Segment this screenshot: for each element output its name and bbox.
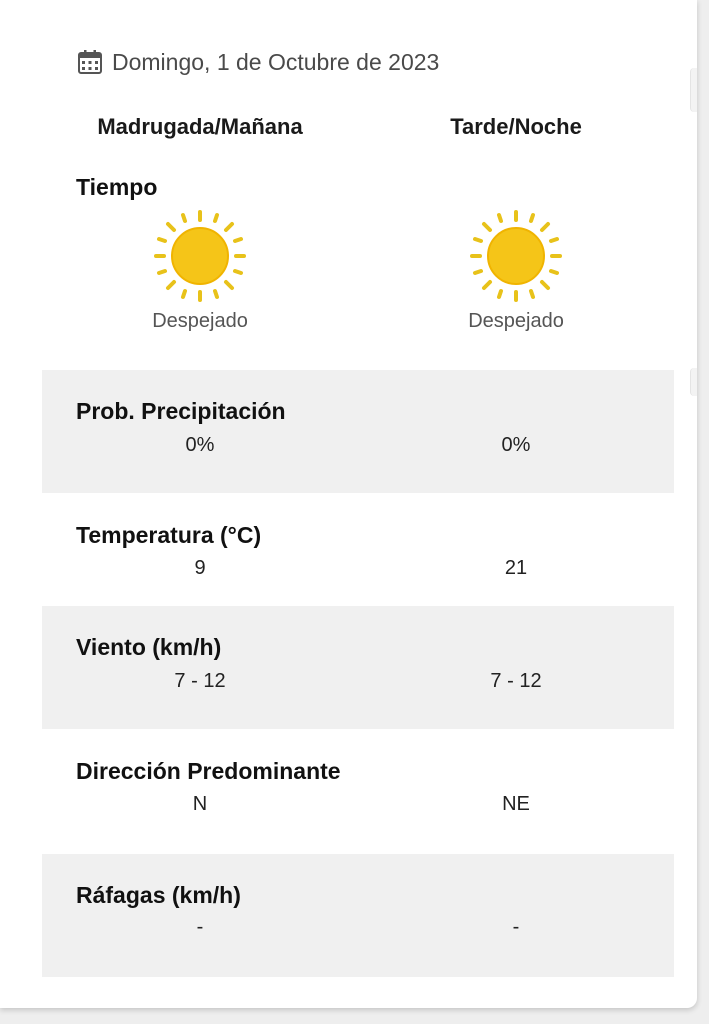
gusts-title: Ráfagas (km/h) — [76, 882, 241, 908]
weather-value-morning: Despejado — [152, 310, 248, 332]
wind-direction-title: Dirección Predominante — [76, 758, 341, 784]
forecast-date — [76, 44, 439, 80]
temperature-evening: 21 — [504, 557, 528, 579]
wind-direction-evening: NE — [502, 793, 530, 815]
wind-title: Viento (km/h) — [76, 634, 222, 660]
adjacent-card-edge — [690, 368, 697, 396]
temperature-morning: 9 — [194, 557, 206, 579]
wind-morning: 7 - 12 — [174, 670, 226, 692]
sun-icon — [154, 210, 246, 302]
row-band — [42, 854, 674, 977]
gusts-morning: - — [196, 916, 204, 938]
weather-value-evening: Despejado — [468, 310, 564, 332]
adjacent-card-edge — [690, 68, 697, 112]
precipitation-title: Prob. Precipitación — [76, 398, 286, 424]
temperature-title: Temperatura (°C) — [76, 522, 262, 548]
calendar-icon — [76, 48, 104, 76]
period-header-morning: Madrugada/Mañana — [97, 114, 303, 139]
period-header-evening: Tarde/Noche — [450, 114, 582, 139]
wind-evening: 7 - 12 — [490, 670, 542, 692]
row-band — [42, 370, 674, 493]
date-text: Domingo, 1 de Octubre de 2023 — [112, 48, 440, 75]
weather-title: Tiempo — [76, 174, 158, 200]
gusts-evening: - — [512, 916, 520, 938]
precipitation-evening: 0% — [501, 434, 531, 456]
row-band — [42, 606, 674, 729]
wind-direction-morning: N — [192, 793, 208, 815]
precipitation-morning: 0% — [185, 434, 215, 456]
sun-icon — [470, 210, 562, 302]
